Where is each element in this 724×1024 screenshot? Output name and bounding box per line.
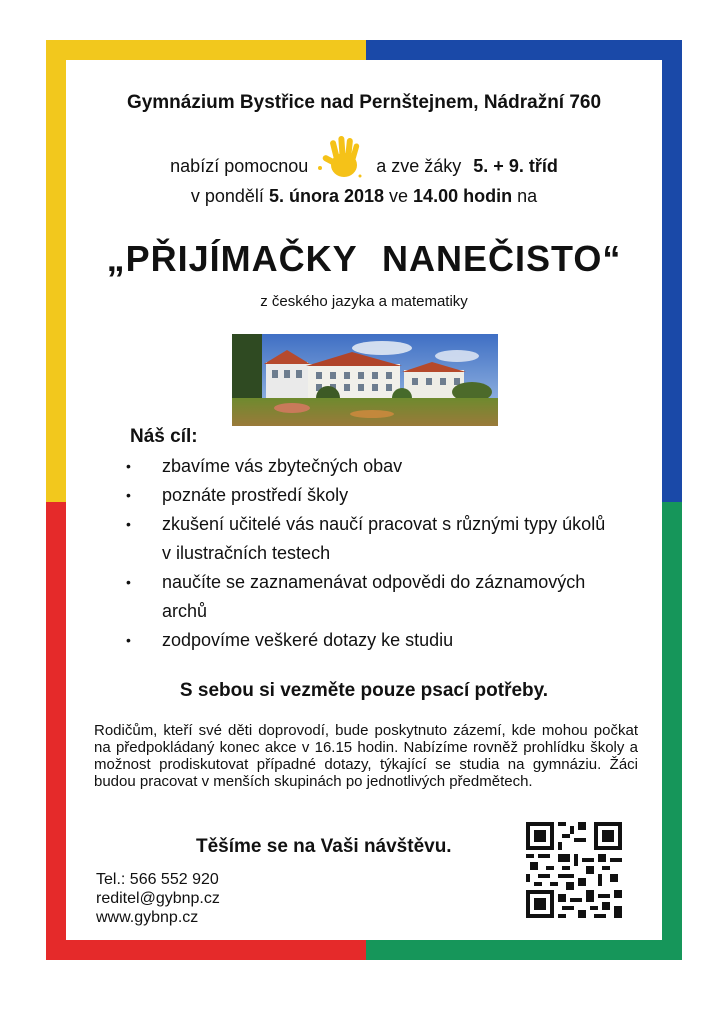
email: reditel@gybnp.cz xyxy=(96,890,220,907)
goal-item: • zodpovíme veškeré dotazy ke studiu xyxy=(126,630,454,650)
goals-heading: Náš cíl: xyxy=(130,426,198,447)
event-subtitle: z českého jazyka a matematiky xyxy=(260,293,468,310)
grades: 5. + 9. tříd xyxy=(473,155,558,176)
goal-item: • poznáte prostředí školy xyxy=(126,485,349,505)
frame-top-right xyxy=(366,40,682,60)
frame-right-top xyxy=(662,40,682,502)
school-photo xyxy=(232,334,498,426)
time-prefix: ve xyxy=(389,186,409,206)
goal-item: • zkušení učitelé vás naučí pracovat s různými typy úkolů v ilustračních testech xyxy=(126,514,606,563)
frame-right-bottom xyxy=(662,502,682,960)
event-title: „PŘIJÍMAČKY NANEČISTO“ xyxy=(106,238,622,279)
frame-left-top xyxy=(46,40,66,502)
hand-icon xyxy=(308,144,376,188)
frame-top-left xyxy=(46,40,366,60)
goals-list xyxy=(126,452,606,655)
invite-text: a zve žáky xyxy=(376,155,462,176)
date-prefix: v pondělí xyxy=(190,186,264,206)
closing-text: Těšíme se na Vaši návštěvu. xyxy=(196,836,452,857)
parents-paragraph: Rodičům, kteří své děti doprovodí, bude poskytnuto zázemí, kde mohou počkat na předpokládaný konec akce v 16.15 hodin. Nabízíme rovněž prohlídku školy a možnost prodiskutovat případné dotazy, týkající se studia na gymnáziu. Žáci budou pracovat v menších skupinách po jednotlivých předmětech. xyxy=(94,722,638,790)
school-name: Gymnázium Bystřice nad Pernštejnem, Nádražní 760 xyxy=(126,92,602,113)
date-line xyxy=(66,186,662,207)
bring-note: S sebou si vezměte pouze psací potřeby. xyxy=(179,680,549,701)
frame-left-bottom xyxy=(46,502,66,960)
offer-text: nabízí pomocnou xyxy=(170,155,309,176)
goal-item: • zbavíme vás zbytečných obav xyxy=(126,456,403,476)
goal-item: • naučíte se zaznamenávat odpovědi do záznamových archů xyxy=(126,572,586,621)
phone: Tel.: 566 552 920 xyxy=(96,871,219,888)
invite-line xyxy=(66,144,662,188)
event-time: 14.00 hodin xyxy=(413,186,513,206)
qr-code xyxy=(526,822,622,918)
event-date: 5. února 2018 xyxy=(268,186,384,206)
contact-block xyxy=(96,870,220,927)
frame-bottom-right xyxy=(366,940,682,960)
website: www.gybnp.cz xyxy=(96,909,199,926)
frame-bottom-left xyxy=(46,940,366,960)
time-suffix: na xyxy=(517,186,538,206)
